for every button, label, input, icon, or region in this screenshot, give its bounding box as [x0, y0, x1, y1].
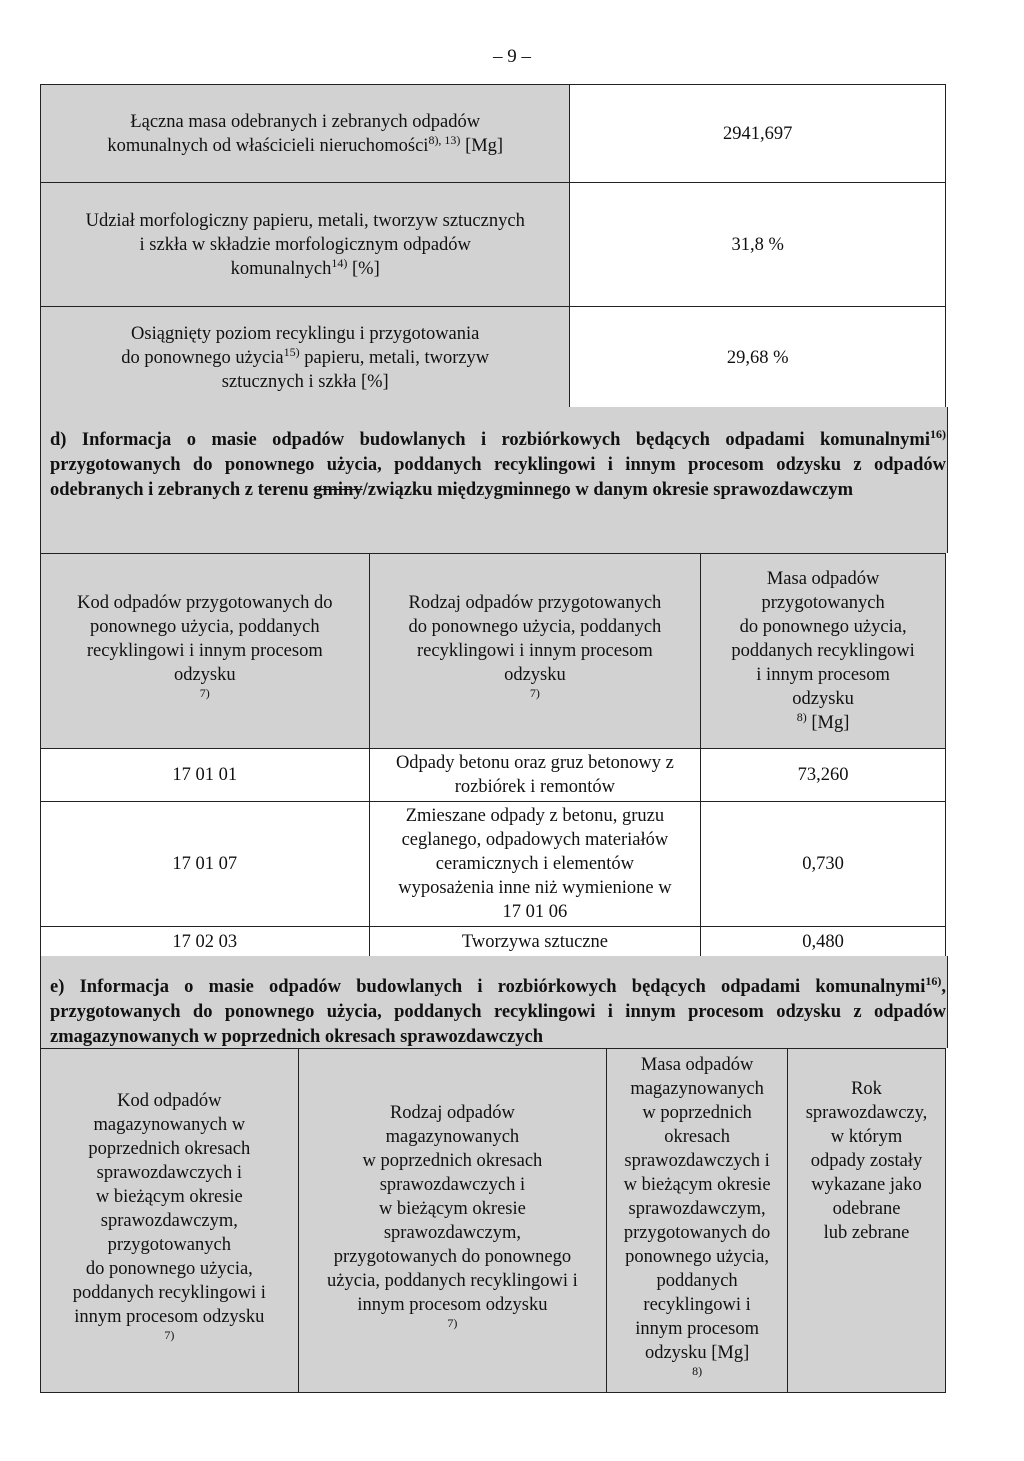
cell-mass: 0,480 — [701, 927, 946, 957]
summary-label-total-mass: Łączna masa odebranych i zebranych odpadów komunalnych od właścicieli nieruchomości$^{8), 13)}$ [Mg] — [41, 85, 570, 183]
cell-type: Zmieszane odpady z betonu, gruzu ceglanego, odpadowych materiałów ceramicznych i elementów wyposażenia inne niż wymienione w 17 01 06 — [369, 802, 701, 927]
table-row — [41, 927, 946, 957]
summary-label-recycling-level: Osiągnięty poziom recyklingu i przygotowania do ponownego użycia$^{15)}$ papieru, metali, tworzyw sztucznych i szkła [%] — [41, 307, 570, 409]
table-header-row — [41, 554, 946, 749]
table-row — [41, 307, 946, 409]
section-e-title: e) Informacja o masie odpadów budowlanych i rozbiórkowych będących odpadami komunalnymi$^{16)}$, przygotowanych do ponownego użycia, poddanych recyklingowi i innym procesom odzysku z odpadów zmagazynowanych w poprzednich okresach sprawozdawczych — [50, 973, 946, 1047]
section-d-table — [40, 553, 946, 957]
table-row — [41, 749, 946, 802]
summary-table — [40, 84, 946, 409]
section-d-title: d) Informacja o masie odpadów budowlanych i rozbiórkowych będących odpadami komunalnymi$^{16)}$ przygotowanych do ponownego użycia, poddanych recyklingowi i innym procesom odzysku z odpadów odebranych i zebranych z terenu gminy/związku międzygminnego w danym okresie sprawozdawczym — [50, 426, 946, 500]
summary-value-recycling-level: 29,68 % — [570, 307, 946, 409]
header-type: Rodzaj odpadów magazynowanych w poprzednich okresach sprawozdawczych i w bieżącym okresie sprawozdawczym, przygotowanych do ponownego użycia, poddanych recyklingowi i innym procesom odzysku $^{7)}$ — [298, 1049, 607, 1393]
header-type: Rodzaj odpadów przygotowanych do ponownego użycia, poddanych recyklingowi i innym procesom odzysku $^{7)}$ — [369, 554, 701, 749]
cell-type: Tworzywa sztuczne — [369, 927, 701, 957]
header-code: Kod odpadów przygotowanych do ponownego użycia, poddanych recyklingowi i innym procesom odzysku $^{7)}$ — [41, 554, 370, 749]
cell-type: Odpady betonu oraz gruz betonowy z rozbiórek i remontów — [369, 749, 701, 802]
cell-mass: 0,730 — [701, 802, 946, 927]
header-code: Kod odpadów magazynowanych w poprzednich okresach sprawozdawczych i w bieżącym okresie sprawozdawczym, przygotowanych do ponownego użycia, poddanych recyklingowi i innym procesom odzysku $^{7)}$ — [41, 1049, 299, 1393]
table-row — [41, 85, 946, 183]
cell-code: 17 01 07 — [41, 802, 370, 927]
page-number: – 9 – — [493, 46, 531, 67]
cell-mass: 73,260 — [701, 749, 946, 802]
header-mass: Masa odpadów magazynowanych w poprzednich okresach sprawozdawczych i w bieżącym okresie sprawozdawczym, przygotowanych do ponownego użycia, poddanych recyklingowi i innym procesom odzysku [Mg] $^{8)}$ — [607, 1049, 788, 1393]
cell-code: 17 01 01 — [41, 749, 370, 802]
summary-label-morphology-share: Udział morfologiczny papieru, metali, tworzyw sztucznych i szkła w składzie morfologicznym odpadów komunalnych$^{14)}$ [%] — [41, 183, 570, 307]
summary-value-total-mass: 2941,697 — [570, 85, 946, 183]
header-year: Rok sprawozdawczy, w którym odpady zostały wykazane jako odebrane lub zebrane — [788, 1049, 946, 1393]
section-e-table — [40, 1048, 946, 1393]
summary-value-morphology-share: 31,8 % — [570, 183, 946, 307]
cell-code: 17 02 03 — [41, 927, 370, 957]
table-row — [41, 802, 946, 927]
table-header-row — [41, 1049, 946, 1393]
header-mass: Masa odpadów przygotowanych do ponownego użycia, poddanych recyklingowi i innym procesom odzysku $^{8)}$ [Mg] — [701, 554, 946, 749]
table-row — [41, 183, 946, 307]
